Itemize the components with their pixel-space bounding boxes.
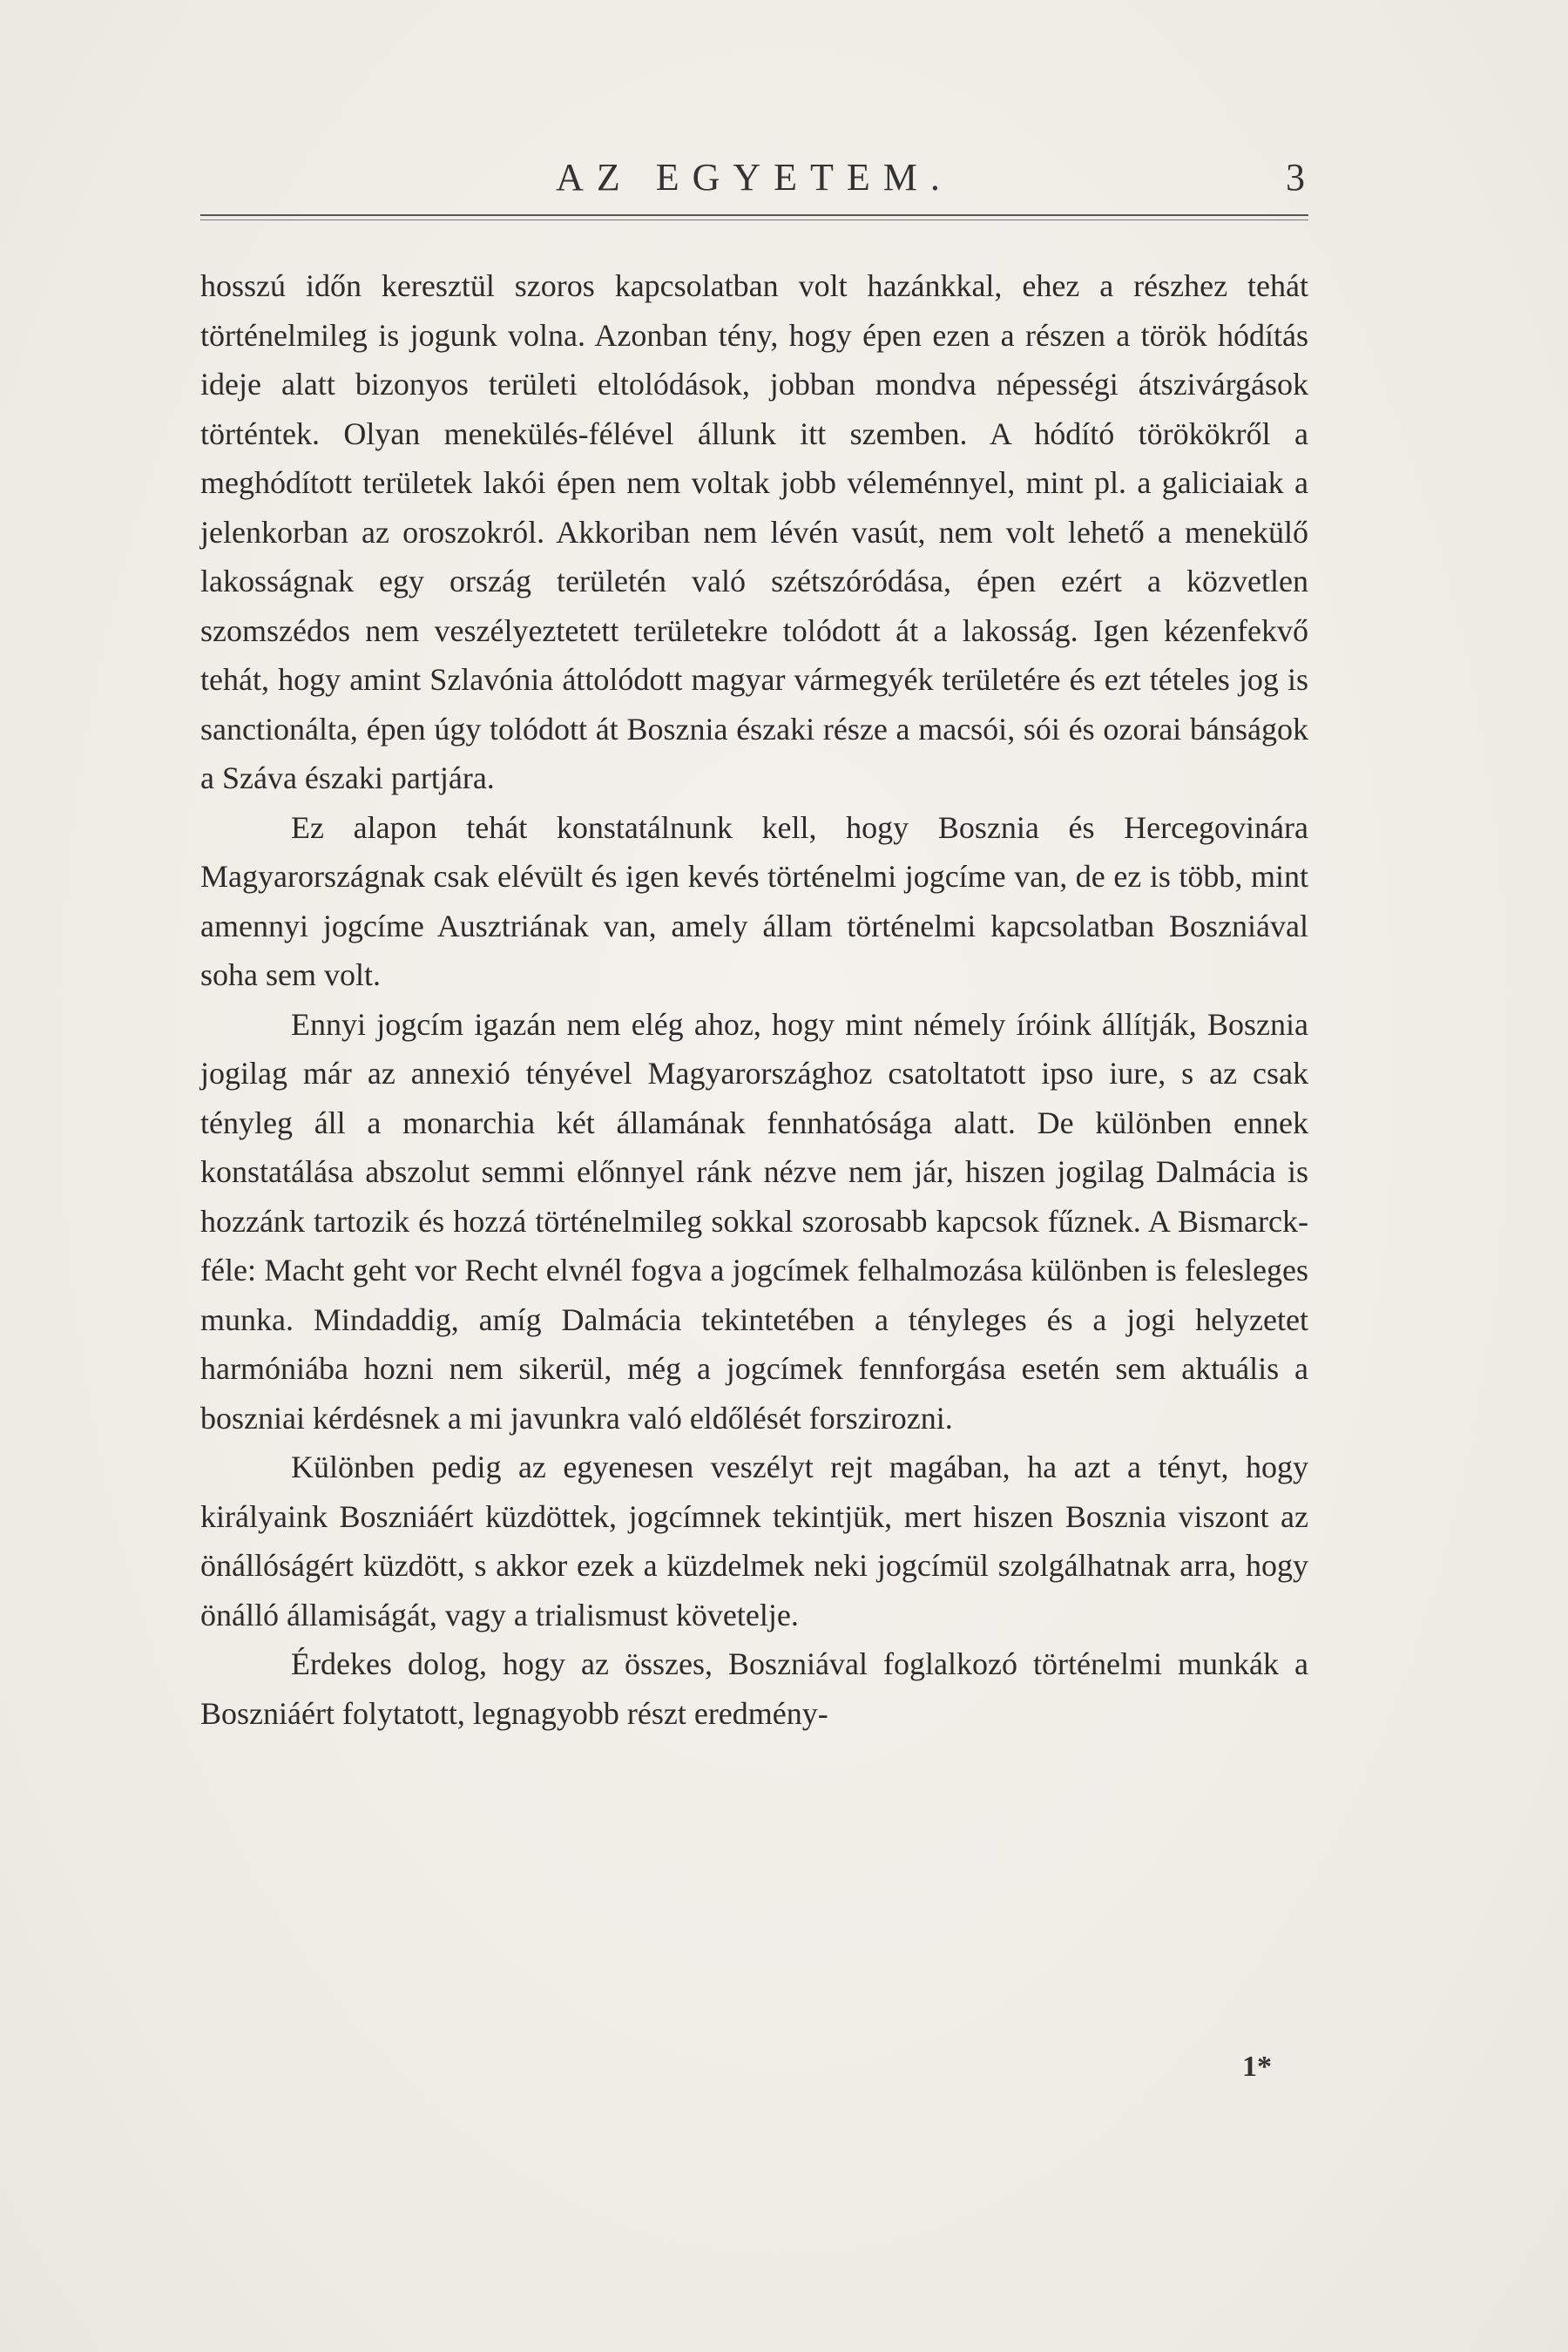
- header-title: AZ EGYETEM.: [556, 156, 953, 199]
- body-text: [200, 261, 1308, 1738]
- paragraph-5: Érdekes dolog, hogy az összes, Boszniával foglalkozó történelmi munkák a Boszniáért folytatott, legnagyobb részt eredmény-: [200, 1646, 1308, 1731]
- running-header: [200, 155, 1308, 204]
- paragraph-2: Ez alapon tehát konstatálnunk kell, hogy Bosznia és Hercegovinára Magyarországnak csak elévült és igen kevés történelmi jogcíme van, de ez is több, mint amennyi jogcíme Ausztriának van, amely állam történelmi kapcsolatban Boszniával soha sem volt.: [200, 809, 1308, 992]
- signature-mark: 1*: [1242, 2051, 1272, 2083]
- paragraph-3: Ennyi jogcím igazán nem elég ahoz, hogy mint némely íróink állítják, Bosznia jogilag már az annexió tényével Magyarországhoz csatoltatott ipso iure, s az csak tényleg áll a monarchia két államának fennhatósága alatt. De különben ennek konstatálása abszolut semmi előnnyel ránk nézve nem jár, hiszen jogilag Dalmácia is hozzánk tartozik és hozzá történelmileg sokkal szorosabb kapcsok fűznek. A Bismarck-féle: Macht geht vor Recht elvnél fogva a jogcímek felhalmozása különben is felesleges munka. Mindaddig, amíg Dalmácia tekintetében a tényleges és a jogi helyzetet harmóniába hozni nem sikerül, még a jogcímek fennforgása esetén sem aktuális a boszniai kérdésnek a mi javunkra való eldőlését forszirozni.: [200, 1006, 1308, 1436]
- page-number: 3: [1286, 156, 1305, 199]
- header-rule: [200, 214, 1308, 216]
- paragraph-1: hosszú időn keresztül szoros kapcsolatban volt hazánkkal, ehez a részhez tehát történelmileg is jogunk volna. Azonban tény, hogy épen ezen a részen a török hódítás ideje alatt bizonyos területi eltolódások, jobban mondva népességi átszivárgások történtek. Olyan menekülés-félével állunk itt szemben. A hódító törökökről a meghódított területek lakói épen nem voltak jobb véleménnyel, mint pl. a galiciaiak a jelenkorban az oroszokról. Akkoriban nem lévén vasút, nem volt lehető a menekülő lakosságnak egy ország területén való szétszóródása, épen ezért a közvetlen szomszédos nem veszélyeztetett területekre tolódott át a lakosság. Igen kézenfekvő tehát, hogy amint Szlavónia áttolódott magyar vármegyék területére és ezt tételes jog is sanctionálta, épen úgy tolódott át Bosznia északi része a macsói, sói és ozorai bánságok a Száva északi partjára.: [200, 268, 1308, 795]
- paragraph-4: Különben pedig az egyenesen veszélyt rejt magában, ha azt a tényt, hogy királyaink Boszniáért küzdöttek, jogcímnek tekintjük, mert hiszen Bosznia viszont az önállóságért küzdött, s akkor ezek a küzdelmek neki jogcímül szolgálhatnak arra, hogy önálló államiságát, vagy a trialismust követelje.: [200, 1450, 1308, 1632]
